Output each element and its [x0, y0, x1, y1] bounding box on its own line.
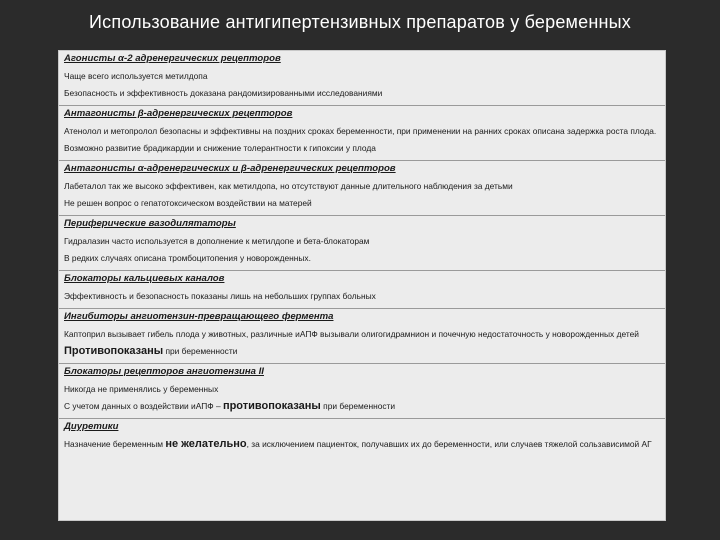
- section-line: В редких случаях описана тромбоцитопения у новорожденных.: [64, 253, 311, 263]
- section-line: Гидралазин часто используется в дополнение к метилдопе и бета-блокаторам: [64, 236, 370, 246]
- section-line: Атенолол и метопролол безопасны и эффективны на поздних сроках беременности, при применении на ранних сроках описана задержка роста плода.: [64, 126, 657, 136]
- line-text: при беременности: [163, 346, 238, 356]
- line-text: С учетом данных о воздействии иАПФ –: [64, 401, 223, 411]
- section-heading: Антагонисты β-адренергических рецепторов: [64, 108, 293, 119]
- recommendation-line: [64, 439, 661, 450]
- section-line: Возможно развитие брадикардии и снижение толерантности к гипоксии у плода: [64, 143, 376, 153]
- section-alpha-beta-antagonists: [59, 161, 665, 216]
- section-beta-antagonists: [59, 106, 665, 161]
- section-line: Не решен вопрос о гепатотоксическом воздействии на матерей: [64, 198, 312, 208]
- slide-title: Использование антигипертензивных препаратов у беременных: [89, 12, 631, 32]
- section-vasodilators: [59, 216, 665, 271]
- section-alpha2-agonists: [59, 51, 665, 106]
- section-line: Чаще всего используется метилдопа: [64, 71, 208, 81]
- contraindication-line: [64, 401, 661, 412]
- content-table: [58, 50, 666, 521]
- line-text: , за исключением пациенток, получавших их до беременности, или случаев тяжелой сользависимой АГ: [246, 439, 652, 449]
- section-heading: Блокаторы рецепторов ангиотензина II: [64, 366, 264, 377]
- section-arb: [59, 364, 665, 419]
- line-text: Назначение беременным: [64, 439, 166, 449]
- section-heading: Антагонисты α-адренергических и β-адренергических рецепторов: [64, 163, 396, 174]
- line-text: при беременности: [320, 401, 396, 411]
- section-line: Каптоприл вызывает гибель плода у животных, различные иАПФ вызывали олигогидрамнион и почечную недостаточность у новорожденных детей: [64, 329, 639, 339]
- section-ace-inhibitors: [59, 309, 665, 364]
- emphasis-text: Противопоказаны: [64, 345, 164, 357]
- section-line: Никогда не применялись у беременных: [64, 384, 219, 394]
- emphasis-text: не желательно: [165, 438, 247, 450]
- section-heading: Диуретики: [64, 421, 119, 432]
- section-heading: Агонисты α-2 адренергических рецепторов: [64, 53, 281, 64]
- section-diuretics: [59, 419, 665, 456]
- section-line: Безопасность и эффективность доказана рандомизированными исследованиями: [64, 88, 383, 98]
- section-calcium-channel-blockers: [59, 271, 665, 309]
- section-heading: Ингибиторы ангиотензин-превращающего фермента: [64, 311, 334, 322]
- section-heading: Блокаторы кальциевых каналов: [64, 273, 225, 284]
- section-line: Лабеталол так же высоко эффективен, как метилдопа, но отсутствуют данные длительного наблюдения за детьми: [64, 181, 513, 191]
- section-line: Эффективность и безопасность показаны лишь на небольших группах больных: [64, 291, 376, 301]
- contraindication-line: [64, 346, 661, 357]
- section-heading: Периферические вазодилятаторы: [64, 218, 236, 229]
- emphasis-text: противопоказаны: [222, 400, 321, 412]
